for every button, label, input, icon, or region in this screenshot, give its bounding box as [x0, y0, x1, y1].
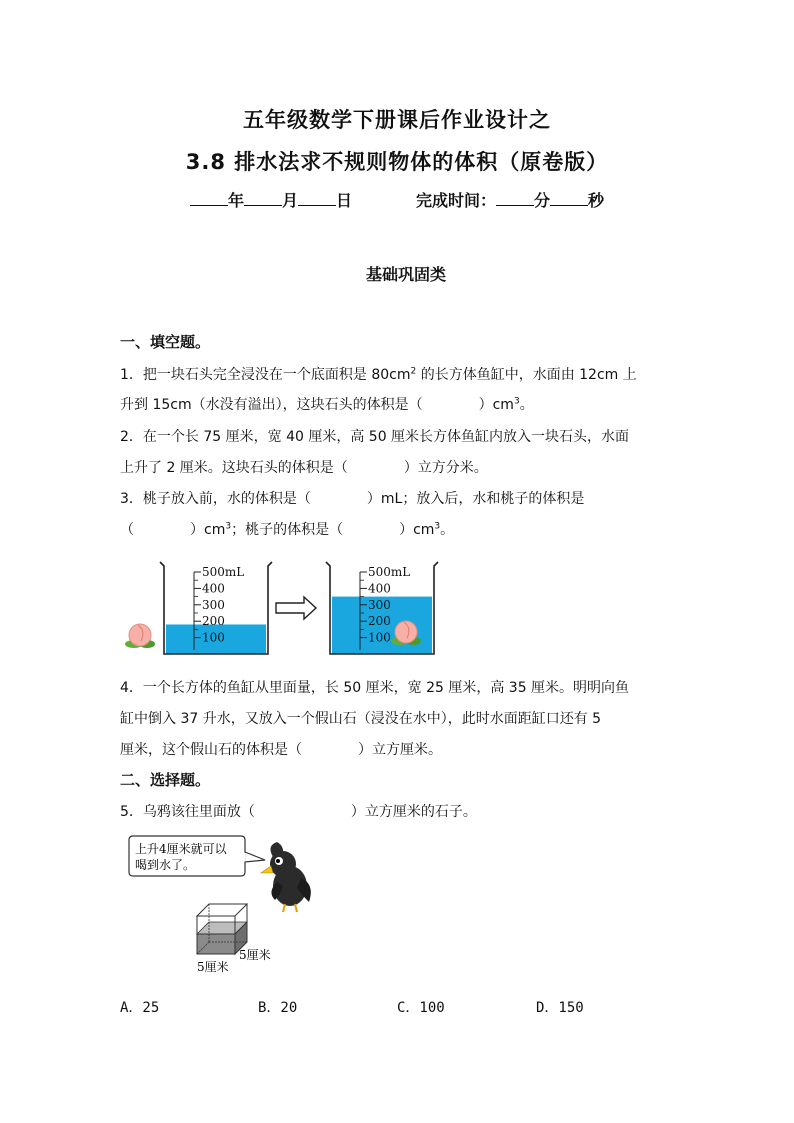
q3-text-b: ）mL；放入后，水和桃子的体积是	[366, 491, 585, 507]
q3-line2	[120, 519, 690, 539]
title-line-1: 五年级数学下册课后作业设计之	[243, 108, 551, 132]
q2-text-b: ）立方分米。	[403, 460, 488, 476]
q2-line2	[120, 457, 690, 477]
q2-text-a: 上升了 2 厘米。这块石头的体积是（	[120, 460, 348, 476]
month-blank[interactable]	[244, 189, 282, 206]
scale-label: 500mL	[368, 565, 411, 579]
q3-sup2: 3	[434, 521, 441, 532]
option-d[interactable]: D．150	[536, 1000, 584, 1016]
q3-text-e: ；桃子的体积是（	[231, 522, 344, 538]
option-b[interactable]: B．20	[258, 1000, 298, 1016]
q4-line2: 缸中倒入 37 升水，又放入一个假山石（浸没在水中），此时水面距缸口还有 5	[120, 711, 602, 727]
q3-text-c: （	[120, 522, 134, 538]
q3-text-g: 。	[440, 522, 455, 538]
q5-text-a: 5．乌鸦该往里面放（	[120, 804, 255, 820]
q1-sup: 2	[410, 366, 417, 377]
cube-label-depth: 5厘米	[197, 960, 229, 974]
scale-label: 200	[368, 614, 391, 629]
beaker-figure	[118, 556, 448, 660]
scale-label: 100	[202, 630, 225, 645]
q3-text-f: ）cm	[399, 522, 435, 538]
day-label: 日	[335, 191, 352, 210]
q5-line	[120, 801, 690, 821]
category-heading: 基础巩固类	[365, 265, 446, 284]
section2-title: 二、选择题。	[120, 771, 211, 789]
beaker-before	[160, 562, 272, 654]
scale-label: 100	[368, 630, 391, 645]
q3-line1	[120, 488, 690, 508]
q1-line2	[120, 394, 690, 414]
scale-label: 300	[202, 597, 225, 612]
option-a[interactable]: A．25	[120, 1000, 160, 1016]
peach-icon	[125, 624, 155, 648]
q4-line3	[120, 739, 690, 759]
second-label: 秒	[588, 191, 605, 210]
minute-blank[interactable]	[496, 189, 534, 206]
option-c[interactable]: C．100	[397, 1000, 445, 1016]
q1-text-a: 1．把一块石头完全浸没在一个底面积是 80cm	[120, 367, 411, 383]
q1-text-e: 。	[519, 397, 534, 413]
crow-figure	[125, 828, 315, 978]
time-label: 完成时间：	[416, 191, 497, 210]
year-label: 年	[227, 191, 244, 210]
q2-line1: 2．在一个长 75 厘米，宽 40 厘米，高 50 厘米长方体鱼缸内放入一块石头，水面	[120, 429, 630, 445]
scale-label: 500mL	[202, 565, 245, 579]
q1-line1	[120, 364, 690, 384]
beaker-after	[326, 562, 438, 654]
q4-text-b: ）立方厘米。	[358, 742, 442, 758]
q3-text-d: ）cm	[190, 522, 226, 538]
crow-icon	[261, 842, 311, 912]
section1-title: 一、填空题。	[120, 333, 211, 351]
q4-line1: 4．一个长方体的鱼缸从里面量，长 50 厘米，宽 25 厘米，高 35 厘米。明明向鱼	[120, 680, 630, 696]
arrow-icon	[276, 597, 316, 619]
second-blank[interactable]	[550, 189, 588, 206]
q4-text-a: 厘米，这个假山石的体积是（	[120, 742, 302, 758]
title-line-2: 3.8 排水法求不规则物体的体积（原卷版）	[185, 150, 609, 174]
month-label: 月	[281, 191, 298, 210]
scale-label: 400	[368, 581, 391, 596]
q3-sup1: 3	[225, 521, 232, 532]
year-blank[interactable]	[190, 189, 228, 206]
q1-text-b: 的长方体鱼缸中，水面由 12cm 上	[416, 367, 637, 383]
q5-text-b: ）立方厘米的石子。	[350, 804, 477, 820]
q1-text-c: 升到 15cm（水没有溢出），这块石头的体积是（	[120, 397, 423, 413]
day-blank[interactable]	[298, 189, 336, 206]
cube-container	[197, 904, 247, 954]
bubble-text-2: 喝到水了。	[135, 858, 196, 872]
q1-sup2: 3	[513, 396, 520, 407]
scale-label: 200	[202, 614, 225, 629]
q1-text-d: ）cm	[478, 397, 514, 413]
q3-text-a: 3．桃子放入前，水的体积是（	[120, 491, 311, 507]
scale-label: 300	[368, 597, 391, 612]
bubble-text-1: 上升4厘米就可以	[135, 842, 227, 856]
cube-label-width: 5厘米	[239, 948, 271, 962]
minute-label: 分	[534, 191, 551, 210]
scale-label: 400	[202, 581, 225, 596]
date-time-line	[0, 188, 794, 211]
